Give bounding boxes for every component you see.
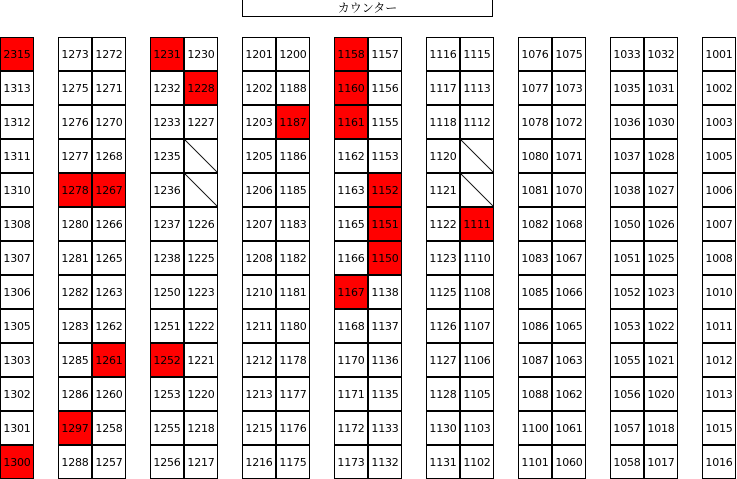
seat-1123[interactable]: 1123 [426,241,460,275]
seat-1063[interactable]: 1063 [552,343,586,377]
seat-1002[interactable]: 1002 [702,71,736,105]
seat-1032[interactable]: 1032 [644,37,678,71]
seat-1280[interactable]: 1280 [58,207,92,241]
seat-1265[interactable]: 1265 [92,241,126,275]
seat-1018[interactable]: 1018 [644,411,678,445]
seat-1202[interactable]: 1202 [242,71,276,105]
seat-1106[interactable]: 1106 [460,343,494,377]
seat-1226[interactable]: 1226 [184,207,218,241]
seat-1111[interactable]: 1111 [460,207,494,241]
seat-1205[interactable]: 1205 [242,139,276,173]
seat-1250[interactable]: 1250 [150,275,184,309]
seat-1130[interactable]: 1130 [426,411,460,445]
seat-1200[interactable]: 1200 [276,37,310,71]
seat-1052[interactable]: 1052 [610,275,644,309]
seat-1021[interactable]: 1021 [644,343,678,377]
seat-1003[interactable]: 1003 [702,105,736,139]
seat-1187[interactable]: 1187 [276,105,310,139]
seat-1065[interactable]: 1065 [552,309,586,343]
seat-1137[interactable]: 1137 [368,309,402,343]
diagonal-slash-icon [185,174,217,206]
seat-1270[interactable]: 1270 [92,105,126,139]
seat-1067[interactable]: 1067 [552,241,586,275]
seat-1105[interactable]: 1105 [460,377,494,411]
seat-1252[interactable]: 1252 [150,343,184,377]
seat-1166[interactable]: 1166 [334,241,368,275]
seat-1027[interactable]: 1027 [644,173,678,207]
seat-1283[interactable]: 1283 [58,309,92,343]
seat-1183[interactable]: 1183 [276,207,310,241]
seat-1227[interactable]: 1227 [184,105,218,139]
seat-1138[interactable]: 1138 [368,275,402,309]
seat-1108[interactable]: 1108 [460,275,494,309]
seat-1220[interactable]: 1220 [184,377,218,411]
seat-1267[interactable]: 1267 [92,173,126,207]
seat-1011[interactable]: 1011 [702,309,736,343]
seat-1158[interactable]: 1158 [334,37,368,71]
seat-1168[interactable]: 1168 [334,309,368,343]
seat-1206[interactable]: 1206 [242,173,276,207]
seat-1173[interactable]: 1173 [334,445,368,479]
seat-1128[interactable]: 1128 [426,377,460,411]
seat-1025[interactable]: 1025 [644,241,678,275]
seat-1253[interactable]: 1253 [150,377,184,411]
seat-1020[interactable]: 1020 [644,377,678,411]
seat-1258[interactable]: 1258 [92,411,126,445]
seat-1133[interactable]: 1133 [368,411,402,445]
seat-1056[interactable]: 1056 [610,377,644,411]
seat-1006[interactable]: 1006 [702,173,736,207]
seat-1017[interactable]: 1017 [644,445,678,479]
seat-1062[interactable]: 1062 [552,377,586,411]
seat-1116[interactable]: 1116 [426,37,460,71]
seat-1030[interactable]: 1030 [644,105,678,139]
seat-1033[interactable]: 1033 [610,37,644,71]
seat-1010[interactable]: 1010 [702,275,736,309]
seat-1281[interactable]: 1281 [58,241,92,275]
seat-1210[interactable]: 1210 [242,275,276,309]
seat-1171[interactable]: 1171 [334,377,368,411]
seat-1251[interactable]: 1251 [150,309,184,343]
seat-1181[interactable]: 1181 [276,275,310,309]
seat-1311[interactable]: 1311 [0,139,34,173]
seat-1061[interactable]: 1061 [552,411,586,445]
seat-1078[interactable]: 1078 [518,105,552,139]
seat-1086[interactable]: 1086 [518,309,552,343]
seat-1308[interactable]: 1308 [0,207,34,241]
seat-1232[interactable]: 1232 [150,71,184,105]
seat-1263[interactable]: 1263 [92,275,126,309]
seat-1228[interactable]: 1228 [184,71,218,105]
seat-1301[interactable]: 1301 [0,411,34,445]
seat-1152[interactable]: 1152 [368,173,402,207]
seat-1136[interactable]: 1136 [368,343,402,377]
seat-1127[interactable]: 1127 [426,343,460,377]
seat-1053[interactable]: 1053 [610,309,644,343]
seat-1057[interactable]: 1057 [610,411,644,445]
seat-1162[interactable]: 1162 [334,139,368,173]
seat-1085[interactable]: 1085 [518,275,552,309]
seat-1285[interactable]: 1285 [58,343,92,377]
seat-1177[interactable]: 1177 [276,377,310,411]
seat-1218[interactable]: 1218 [184,411,218,445]
seat-2315[interactable]: 2315 [0,37,34,71]
seat-1035[interactable]: 1035 [610,71,644,105]
seat-1300[interactable]: 1300 [0,445,34,479]
seat-1225[interactable]: 1225 [184,241,218,275]
seat-1208[interactable]: 1208 [242,241,276,275]
seat-1012[interactable]: 1012 [702,343,736,377]
seat-1278[interactable]: 1278 [58,173,92,207]
seat-1230[interactable]: 1230 [184,37,218,71]
seat-1288[interactable]: 1288 [58,445,92,479]
seat-1112[interactable]: 1112 [460,105,494,139]
seat-1303[interactable]: 1303 [0,343,34,377]
seat-1237[interactable]: 1237 [150,207,184,241]
seat-1178[interactable]: 1178 [276,343,310,377]
counter-label: カウンター [242,0,493,17]
seat-1156[interactable]: 1156 [368,71,402,105]
seat-1188[interactable]: 1188 [276,71,310,105]
unavailable-seat [460,173,494,207]
seat-1222[interactable]: 1222 [184,309,218,343]
seat-1118[interactable]: 1118 [426,105,460,139]
seat-1071[interactable]: 1071 [552,139,586,173]
seat-1082[interactable]: 1082 [518,207,552,241]
seat-1272[interactable]: 1272 [92,37,126,71]
seat-1001[interactable]: 1001 [702,37,736,71]
seat-1077[interactable]: 1077 [518,71,552,105]
seat-1051[interactable]: 1051 [610,241,644,275]
seat-1151[interactable]: 1151 [368,207,402,241]
seat-1213[interactable]: 1213 [242,377,276,411]
seat-1276[interactable]: 1276 [58,105,92,139]
seat-1155[interactable]: 1155 [368,105,402,139]
seat-1170[interactable]: 1170 [334,343,368,377]
seat-1277[interactable]: 1277 [58,139,92,173]
seat-1023[interactable]: 1023 [644,275,678,309]
seat-1068[interactable]: 1068 [552,207,586,241]
seat-1238[interactable]: 1238 [150,241,184,275]
seat-1286[interactable]: 1286 [58,377,92,411]
seat-1028[interactable]: 1028 [644,139,678,173]
seat-1015[interactable]: 1015 [702,411,736,445]
seat-1268[interactable]: 1268 [92,139,126,173]
diagonal-slash-icon [461,140,493,172]
seat-1307[interactable]: 1307 [0,241,34,275]
seat-1103[interactable]: 1103 [460,411,494,445]
seat-1273[interactable]: 1273 [58,37,92,71]
seat-1113[interactable]: 1113 [460,71,494,105]
seat-1217[interactable]: 1217 [184,445,218,479]
seat-1261[interactable]: 1261 [92,343,126,377]
seat-1122[interactable]: 1122 [426,207,460,241]
seat-1060[interactable]: 1060 [552,445,586,479]
seat-1076[interactable]: 1076 [518,37,552,71]
seat-1121[interactable]: 1121 [426,173,460,207]
seat-1036[interactable]: 1036 [610,105,644,139]
seat-1031[interactable]: 1031 [644,71,678,105]
seat-1131[interactable]: 1131 [426,445,460,479]
seat-1236[interactable]: 1236 [150,173,184,207]
seat-1126[interactable]: 1126 [426,309,460,343]
seat-1172[interactable]: 1172 [334,411,368,445]
seat-1223[interactable]: 1223 [184,275,218,309]
seat-1088[interactable]: 1088 [518,377,552,411]
seat-1161[interactable]: 1161 [334,105,368,139]
seat-1081[interactable]: 1081 [518,173,552,207]
seat-1310[interactable]: 1310 [0,173,34,207]
seat-1176[interactable]: 1176 [276,411,310,445]
seat-1201[interactable]: 1201 [242,37,276,71]
seat-1180[interactable]: 1180 [276,309,310,343]
seat-1026[interactable]: 1026 [644,207,678,241]
seat-1037[interactable]: 1037 [610,139,644,173]
seat-1203[interactable]: 1203 [242,105,276,139]
seat-1080[interactable]: 1080 [518,139,552,173]
seat-1016[interactable]: 1016 [702,445,736,479]
seat-1160[interactable]: 1160 [334,71,368,105]
seat-1087[interactable]: 1087 [518,343,552,377]
seat-1211[interactable]: 1211 [242,309,276,343]
seat-1163[interactable]: 1163 [334,173,368,207]
seat-1262[interactable]: 1262 [92,309,126,343]
seat-1153[interactable]: 1153 [368,139,402,173]
seat-1185[interactable]: 1185 [276,173,310,207]
unavailable-seat [184,173,218,207]
seat-1135[interactable]: 1135 [368,377,402,411]
seat-1216[interactable]: 1216 [242,445,276,479]
seat-1266[interactable]: 1266 [92,207,126,241]
seat-1007[interactable]: 1007 [702,207,736,241]
seat-1050[interactable]: 1050 [610,207,644,241]
seat-1167[interactable]: 1167 [334,275,368,309]
seat-1282[interactable]: 1282 [58,275,92,309]
seat-1165[interactable]: 1165 [334,207,368,241]
seat-1212[interactable]: 1212 [242,343,276,377]
seat-1072[interactable]: 1072 [552,105,586,139]
seat-1271[interactable]: 1271 [92,71,126,105]
seat-1115[interactable]: 1115 [460,37,494,71]
seat-1312[interactable]: 1312 [0,105,34,139]
seat-1235[interactable]: 1235 [150,139,184,173]
seat-1256[interactable]: 1256 [150,445,184,479]
seat-1215[interactable]: 1215 [242,411,276,445]
seat-1255[interactable]: 1255 [150,411,184,445]
seat-1117[interactable]: 1117 [426,71,460,105]
seat-1100[interactable]: 1100 [518,411,552,445]
diagonal-slash-icon [185,140,217,172]
seat-1302[interactable]: 1302 [0,377,34,411]
seat-1013[interactable]: 1013 [702,377,736,411]
seat-1008[interactable]: 1008 [702,241,736,275]
seat-1073[interactable]: 1073 [552,71,586,105]
seat-1110[interactable]: 1110 [460,241,494,275]
seat-1150[interactable]: 1150 [368,241,402,275]
unavailable-seat [460,139,494,173]
seat-1075[interactable]: 1075 [552,37,586,71]
seat-1132[interactable]: 1132 [368,445,402,479]
seat-1055[interactable]: 1055 [610,343,644,377]
seat-1038[interactable]: 1038 [610,173,644,207]
seat-1306[interactable]: 1306 [0,275,34,309]
diagonal-slash-icon [461,174,493,206]
seat-1221[interactable]: 1221 [184,343,218,377]
seat-1066[interactable]: 1066 [552,275,586,309]
seat-1125[interactable]: 1125 [426,275,460,309]
seat-1233[interactable]: 1233 [150,105,184,139]
seat-1313[interactable]: 1313 [0,71,34,105]
seat-1231[interactable]: 1231 [150,37,184,71]
unavailable-seat [184,139,218,173]
seat-1070[interactable]: 1070 [552,173,586,207]
seat-1083[interactable]: 1083 [518,241,552,275]
seat-1260[interactable]: 1260 [92,377,126,411]
seat-1120[interactable]: 1120 [426,139,460,173]
seat-1297[interactable]: 1297 [58,411,92,445]
seat-1207[interactable]: 1207 [242,207,276,241]
seat-1107[interactable]: 1107 [460,309,494,343]
seat-1305[interactable]: 1305 [0,309,34,343]
seat-1275[interactable]: 1275 [58,71,92,105]
seat-1102[interactable]: 1102 [460,445,494,479]
seat-1005[interactable]: 1005 [702,139,736,173]
seat-1186[interactable]: 1186 [276,139,310,173]
seat-1022[interactable]: 1022 [644,309,678,343]
seat-1257[interactable]: 1257 [92,445,126,479]
seat-1101[interactable]: 1101 [518,445,552,479]
seat-1175[interactable]: 1175 [276,445,310,479]
seat-1182[interactable]: 1182 [276,241,310,275]
seat-1058[interactable]: 1058 [610,445,644,479]
seat-1157[interactable]: 1157 [368,37,402,71]
